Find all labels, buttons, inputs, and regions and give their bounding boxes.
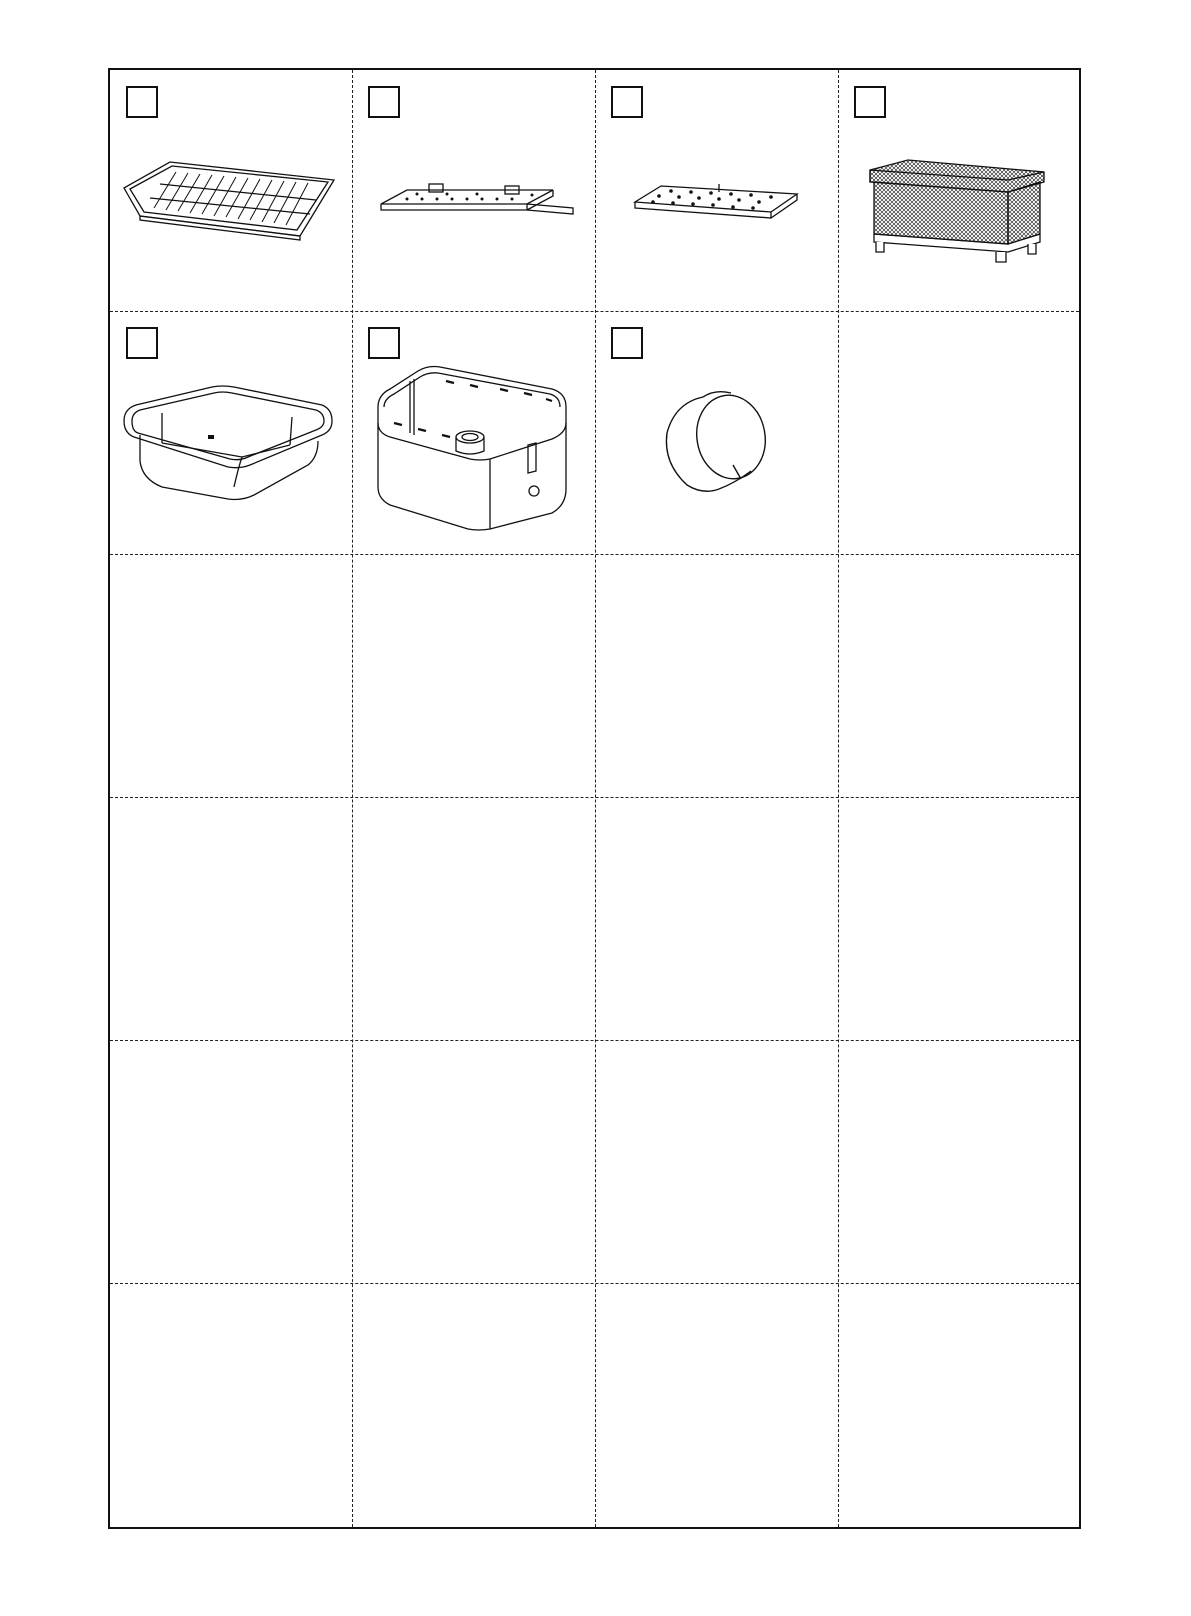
grid-divider-horizontal bbox=[110, 554, 1079, 555]
perforated-plate-icon bbox=[631, 180, 801, 230]
grill-rack-tray-icon bbox=[120, 158, 340, 248]
part-checkbox[interactable] bbox=[611, 327, 643, 359]
part-cell-6 bbox=[352, 311, 595, 554]
part-checkbox[interactable] bbox=[368, 86, 400, 118]
part-cell-5 bbox=[110, 311, 352, 554]
part-cell-7 bbox=[595, 311, 838, 554]
part-checkbox[interactable] bbox=[126, 327, 158, 359]
inner-pan-icon bbox=[122, 383, 334, 503]
cutout-sheet bbox=[108, 68, 1081, 1529]
grid-divider-horizontal bbox=[110, 797, 1079, 798]
part-checkbox[interactable] bbox=[854, 86, 886, 118]
part-cell-4 bbox=[838, 70, 1081, 311]
perforated-plate-with-handle-icon bbox=[377, 182, 577, 232]
mesh-basket-icon bbox=[868, 158, 1048, 268]
outer-housing-icon bbox=[374, 363, 572, 533]
grid-divider-horizontal bbox=[110, 1040, 1079, 1041]
grid-divider-horizontal bbox=[110, 1283, 1079, 1284]
control-knob-icon bbox=[661, 379, 781, 499]
empty-cell bbox=[838, 311, 1081, 554]
part-checkbox[interactable] bbox=[368, 327, 400, 359]
part-cell-3 bbox=[595, 70, 838, 311]
part-cell-2 bbox=[352, 70, 595, 311]
part-cell-1 bbox=[110, 70, 352, 311]
part-checkbox[interactable] bbox=[611, 86, 643, 118]
part-checkbox[interactable] bbox=[126, 86, 158, 118]
